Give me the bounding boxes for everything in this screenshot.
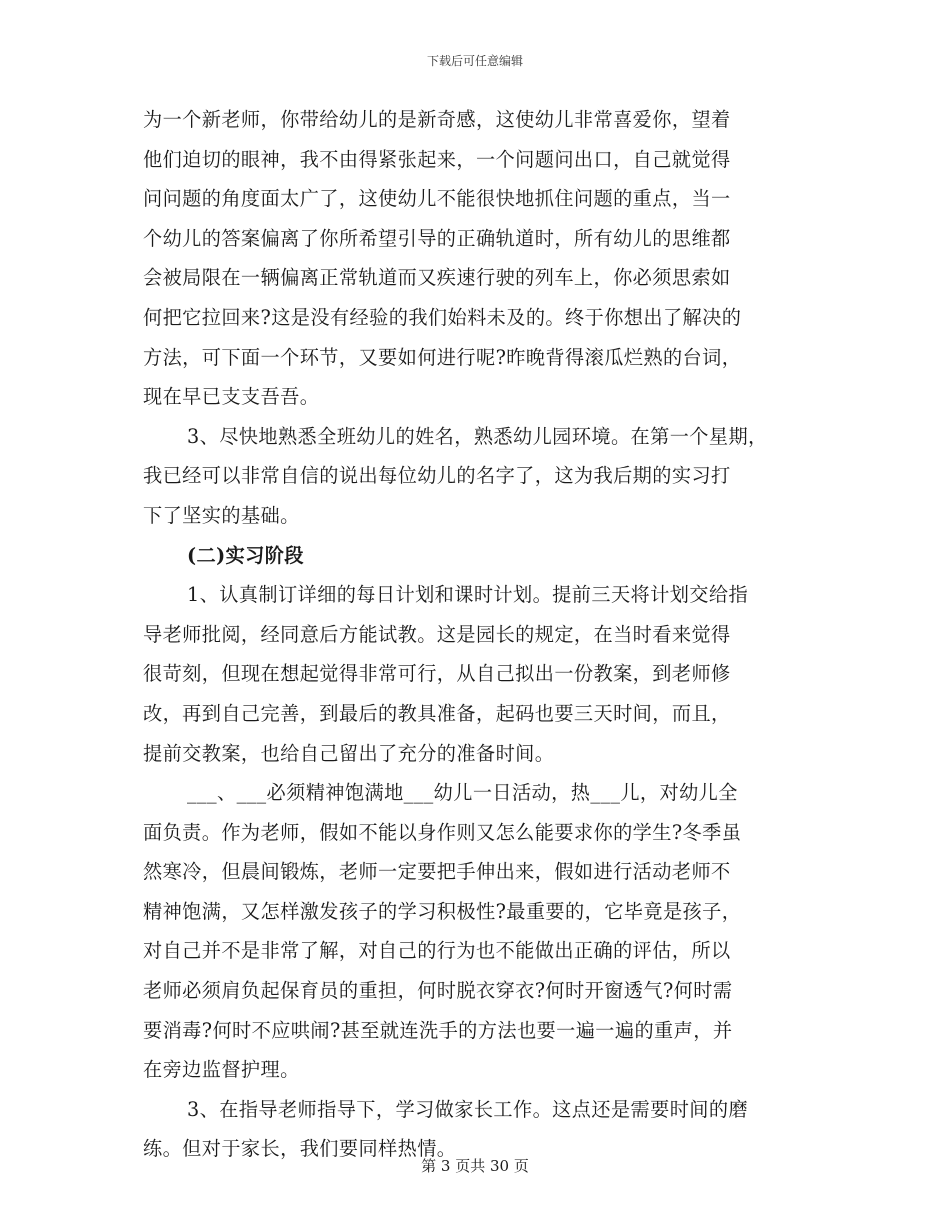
- text-line: 下了坚实的基础。: [143, 503, 300, 527]
- text-line: 方法，可下面一个环节，又要如何进行呢?昨晚背得滚瓜烂熟的台词，: [143, 345, 742, 369]
- text-line: 为一个新老师，你带给幼儿的是新奇感，这使幼儿非常喜爱你，望着: [143, 108, 731, 131]
- text-line: 改，再到自己完善，到最后的教具准备，起码也要三天时间，而且，: [143, 701, 731, 725]
- text-line: 1、认真制订详细的每日计划和课时计划。提前三天将计划交给指: [187, 583, 749, 607]
- page-header-note: 下载后可任意编辑: [426, 54, 523, 68]
- text-line: 对自己并不是非常了解，对自己的行为也不能做出正确的评估，所以: [143, 939, 731, 963]
- text-line: 面负责。作为老师，假如不能以身作则又怎么能要求你的学生?冬季虽: [143, 820, 742, 844]
- page-number: 第 3 页共 30 页: [421, 1157, 529, 1175]
- text-line: 他们迫切的眼神，我不由得紧张起来，一个问题问出口，自己就觉得: [143, 147, 731, 171]
- text-line: 3、在指导老师指导下，学习做家长工作。这点还是需要时间的磨: [187, 1097, 749, 1121]
- text-line: 我已经可以非常自信的说出每位幼儿的名字了，这为我后期的实习打: [143, 464, 731, 488]
- section-heading: (二)实习阶段: [187, 543, 304, 567]
- text-line: 老师必须肩负起保育员的重担，何时脱衣穿衣?何时开窗透气?何时需: [143, 979, 733, 1003]
- text-line: 提前交教案，也给自己留出了充分的准备时间。: [143, 741, 555, 765]
- text-line: 会被局限在一辆偏离正常轨道而又疾速行驶的列车上，你必须思索如: [143, 266, 731, 290]
- text-line: 练。但对于家长，我们要同样热情。: [143, 1137, 457, 1161]
- text-line: 个幼儿的答案偏离了你所希望引导的正确轨道时，所有幼儿的思维都: [143, 226, 731, 250]
- text-line: 很苛刻，但现在想起觉得非常可行，从自己拟出一份教案，到老师修: [143, 662, 731, 686]
- text-line: 3、尽快地熟悉全班幼儿的姓名，熟悉幼儿园环境。在第一个星期，: [187, 424, 768, 448]
- document-body: [143, 100, 823, 1169]
- text-line: 导老师批阅，经同意后方能试教。这是园长的规定，在当时看来觉得: [143, 622, 731, 646]
- text-line: 何把它拉回来?这是没有经验的我们始料未及的。终于你想出了解决的: [143, 305, 742, 329]
- text-line: 现在早已支支吾吾。: [143, 385, 320, 409]
- text-line: 然寒冷，但晨间锻炼，老师一定要把手伸出来，假如进行活动老师不: [143, 860, 731, 884]
- text-line: 精神饱满，又怎样激发孩子的学习积极性?最重要的，它毕竟是孩子，: [143, 899, 742, 923]
- text-line: 在旁边监督护理。: [143, 1058, 300, 1082]
- text-line: 要消毒?何时不应哄闹?甚至就连洗手的方法也要一遍一遍的重声，并: [143, 1018, 733, 1042]
- text-line: 问问题的角度面太广了，这使幼儿不能很快地抓住问题的重点，当一: [143, 187, 731, 211]
- text-line: ___、___必须精神饱满地___幼儿一日活动，热___儿，对幼儿全: [187, 781, 738, 805]
